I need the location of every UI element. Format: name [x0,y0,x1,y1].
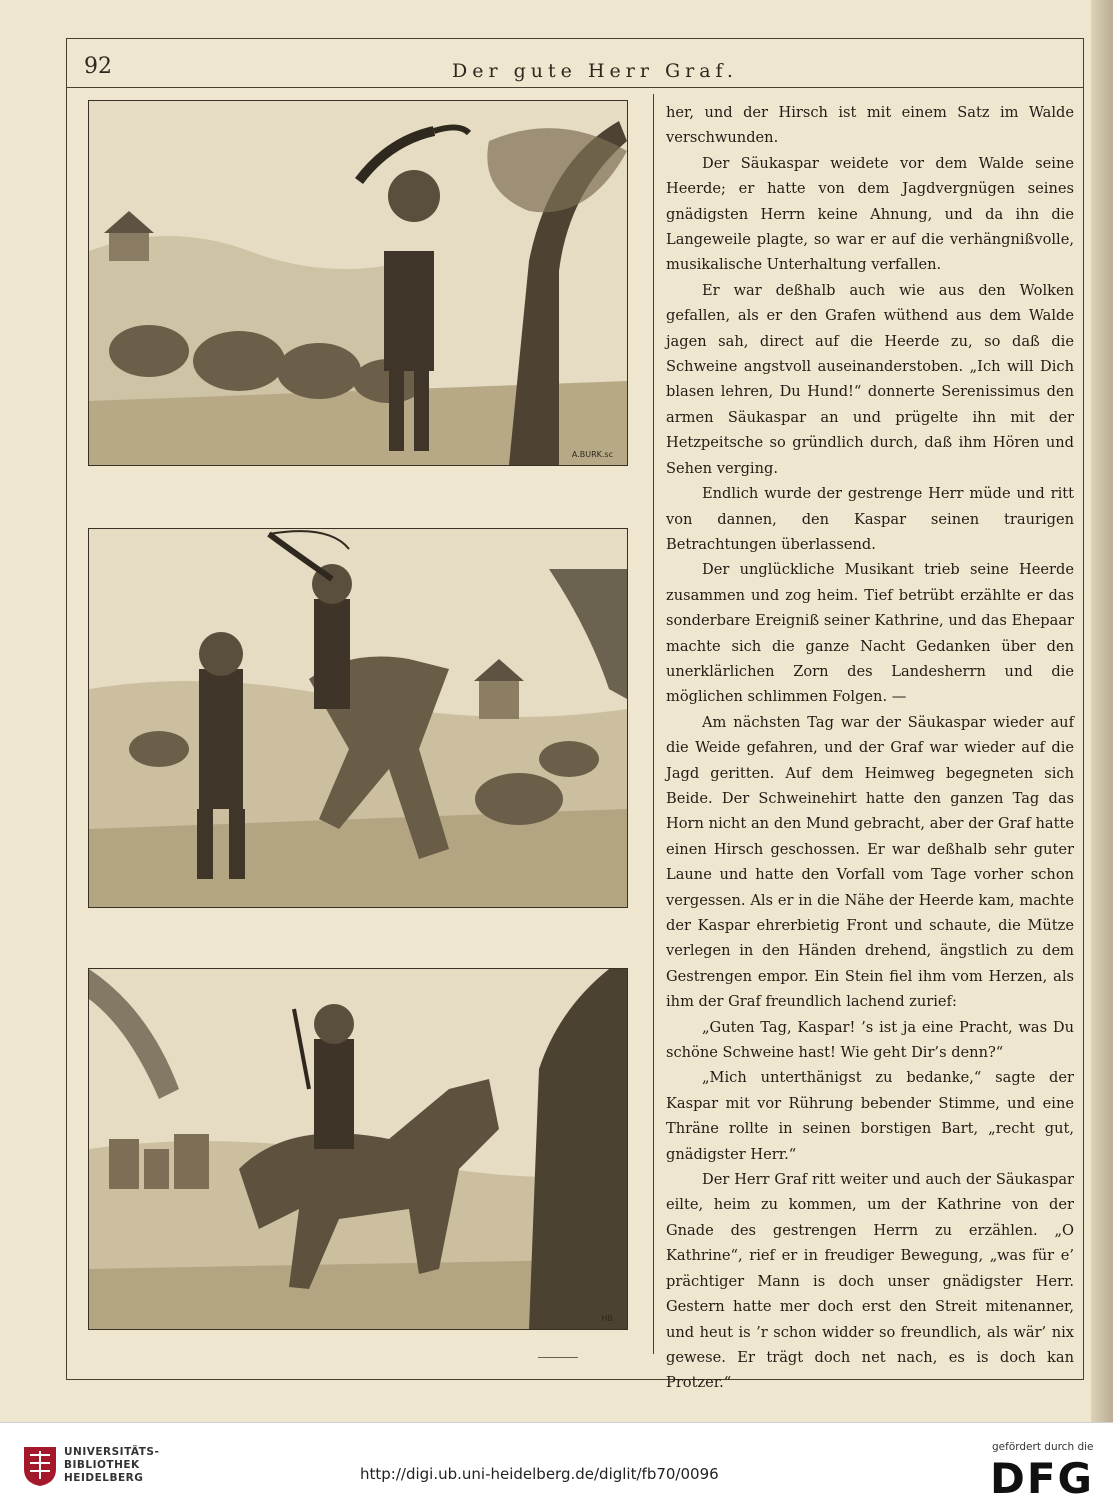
paragraph: Endlich wurde der gestrenge Herr müde und ritt von dannen, den Kaspar seinen traurigen Betrachtungen überlassend. [666,485,1074,553]
illustration-horn-blower [88,100,628,466]
article-text [666,100,1074,1396]
paragraph: Er war deßhalb auch wie aus den Wolken gefallen, als er den Grafen wüthend aus dem Walde jagen sah, direct auf die Heerde zu, so daß die Schweine angstvoll auseinanderstoben. „Ich will Dich blasen lehren, Du Hund!“ donnerte Serenissimus den armen Säukaspar an und prügelte ihn mit der Hetzpeitsche so gründlich durch, daß ihm Hören und Sehen verging. [666,281,1074,477]
paragraph: Der Säukaspar weidete vor dem Walde seine Heerde; er hatte von dem Jagdvergnügen seines gnädigsten Herrn keine Ahnung, und da ihn die Langeweile plagte, so war er auf die verhängnißvolle, musikalische Unterhaltung verfallen. [666,154,1074,274]
funded-by-label: gefördert durch die [992,1441,1094,1453]
page-edge [1091,0,1113,1422]
university-name-line: BIBLIOTHEK [64,1459,140,1471]
end-rule [538,1357,578,1358]
paragraph: Am nächsten Tag war der Säukaspar wieder auf die Weide gefahren, und der Graf war wieder auf die Jagd geritten. Auf dem Heimweg begegneten sich Beide. Der Schweinehirt hatte den ganzen Tag das Horn nicht an den Mund gebracht, aber der Graf hatte einen Hirsch geschossen. Er war deßhalb sehr guter Laune und hatte den Vorfall vom Tage vorher schon vergessen. Als er in die Nähe der Heerde kam, machte der Kaspar ehrerbietig Front und schaute, die Mütze verlegen in den Händen drehend, ängstlich zu dem Gestrengen empor. Ein Stein fiel ihm vom Herzen, als ihm der Graf freundlich lachend zurief: [666,713,1074,1011]
footer-bar [0,1422,1113,1507]
paragraph: Der unglückliche Musikant trieb seine Heerde zusammen und zog heim. Tief betrübt erzählte er das sonderbare Ereigniß seiner Kathrine, und das Ehepaar machte sich die ganze Nacht Gedanken über den unerklärlichen Zorn des Landesherrn und die möglichen schlimmen Folgen. — [666,561,1074,706]
university-seal-icon [22,1445,58,1487]
illustration-count-riding [88,968,628,1330]
column-divider [653,94,654,1354]
horn-blower-engraving [89,101,627,465]
university-name-line: HEIDELBERG [64,1472,144,1484]
paragraph: „Guten Tag, Kaspar! ’s ist ja eine Pracht, was Du schöne Schweine hast! Wie geht Dir’s denn?“ [666,1018,1074,1062]
university-name [64,1446,159,1485]
paragraph: „Mich unterthänigst zu bedanke,“ sagte der Kaspar mit vor Rührung bebender Stimme, und eine Thräne rollte in seinen borstigen Bart, „recht gut, gnädigster Herr.“ [666,1069,1074,1163]
engraver-monogram: HB [601,1314,613,1323]
count-beating-engraving [89,529,627,907]
engraver-signature: A.BURK.sc [571,450,613,459]
header-rule [66,87,1084,88]
permalink-url[interactable]: http://digi.ub.uni-heidelberg.de/diglit/fb70/0096 [360,1465,719,1483]
university-name-line: UNIVERSITÄTS- [64,1446,160,1458]
page-number: 92 [84,54,112,79]
paragraph: her, und der Hirsch ist mit einem Satz im Walde verschwunden. [666,104,1074,147]
dfg-logo: DFG [990,1454,1095,1503]
count-riding-engraving [89,969,627,1329]
paragraph: Der Herr Graf ritt weiter und auch der Säukaspar eilte, heim zu kommen, um der Kathrine von der Gnade des gestrengen Herrn zu erzählen. „O Kathrine“, rief er in freudiger Bewegung, „was für e’ prächtiger Mann is doch unser gnädigster Herr. Gestern hatte mer doch erst den Streit mitenanner, und heut is ’r schon widder so freundlich, als wär’ nix gewese. Er trägt doch net nach, es is doch kan Protzer.“ [666,1171,1074,1392]
illustration-count-beating [88,528,628,908]
running-title: Der gute Herr Graf. [452,60,738,82]
